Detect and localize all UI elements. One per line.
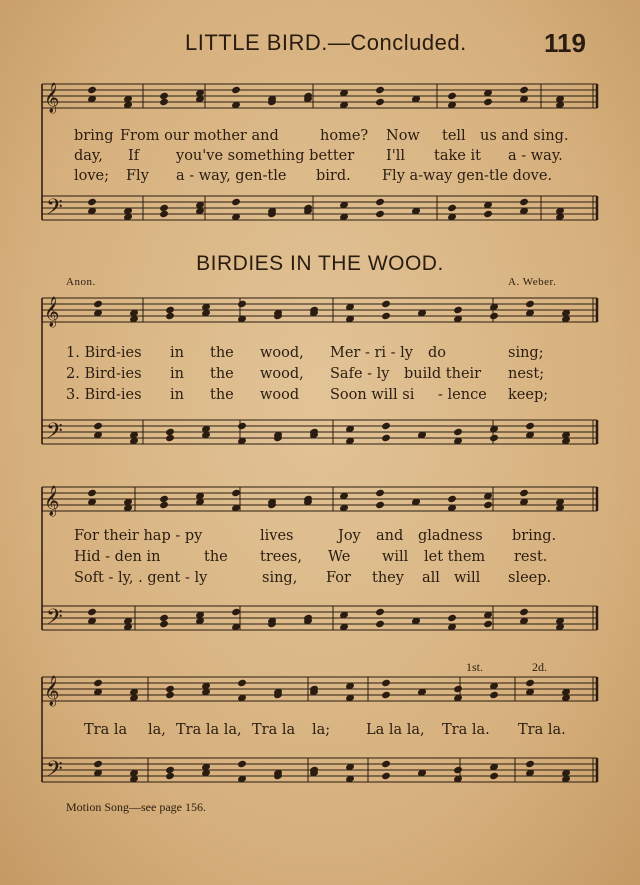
notehead bbox=[94, 760, 103, 767]
lyric-word: Fly a-way gen-tle dove. bbox=[382, 168, 553, 184]
lyric-word: 3. Bird-ies bbox=[66, 387, 142, 403]
lyric-word: wood bbox=[260, 387, 300, 403]
lyric-word: will bbox=[382, 549, 409, 565]
notehead bbox=[160, 495, 169, 502]
notehead bbox=[526, 422, 535, 429]
lyric-word: For bbox=[326, 570, 351, 586]
lyric-word: take it bbox=[434, 148, 481, 164]
notehead bbox=[238, 422, 247, 429]
notehead bbox=[484, 620, 493, 627]
notehead bbox=[448, 92, 457, 99]
lyric-word: We bbox=[328, 549, 351, 565]
lyric-word: trees, bbox=[260, 549, 302, 565]
notehead bbox=[232, 86, 241, 93]
lyric-word: sleep. bbox=[508, 570, 552, 586]
lyric-word: the bbox=[210, 366, 234, 382]
notehead bbox=[166, 766, 175, 773]
lyric-word: Tra la. bbox=[518, 722, 566, 738]
lyric-word: a - way. bbox=[508, 148, 563, 164]
notehead bbox=[166, 772, 175, 779]
lyric-word: nest; bbox=[508, 366, 545, 382]
notehead bbox=[484, 210, 493, 217]
notehead bbox=[454, 306, 463, 313]
song-title: BIRDIES IN THE WOOD. bbox=[196, 252, 444, 275]
lyric-word: rest. bbox=[514, 549, 548, 565]
clef-icon: 𝄢 bbox=[46, 195, 63, 225]
notehead bbox=[520, 198, 529, 205]
notehead bbox=[166, 312, 175, 319]
lyric-line bbox=[66, 549, 586, 567]
lyric-word: From our mother and bbox=[120, 128, 279, 144]
lyric-word: Tra la la, bbox=[176, 722, 242, 738]
notehead bbox=[238, 679, 247, 686]
lyric-word: la, bbox=[148, 722, 166, 738]
notehead bbox=[490, 691, 499, 698]
lyric-word: do bbox=[428, 345, 447, 361]
notehead bbox=[166, 691, 175, 698]
lyric-word: Tra la bbox=[252, 722, 296, 738]
lyric-word: the bbox=[210, 345, 234, 361]
lyric-word: sing; bbox=[508, 345, 544, 361]
lyric-line bbox=[66, 570, 586, 588]
lyric-word: bring. bbox=[512, 528, 557, 544]
lyric-word: Soon will si bbox=[330, 387, 415, 403]
lyric-word: Hid - den in bbox=[74, 549, 161, 565]
page-number: 119 bbox=[544, 28, 586, 58]
lyric-word: Fly bbox=[126, 168, 149, 184]
notehead bbox=[520, 608, 529, 615]
notehead bbox=[88, 608, 97, 615]
lyric-word: wood, bbox=[260, 345, 304, 361]
notehead bbox=[520, 489, 529, 496]
notehead bbox=[160, 204, 169, 211]
notehead bbox=[94, 300, 103, 307]
lyric-word: Tra la bbox=[84, 722, 128, 738]
notehead bbox=[382, 422, 391, 429]
clef-icon: 𝄞 bbox=[44, 486, 60, 516]
notehead bbox=[376, 198, 385, 205]
notehead bbox=[520, 86, 529, 93]
lyric-word: For their hap - py bbox=[74, 528, 203, 544]
lyric-word: lives bbox=[260, 528, 294, 544]
notehead bbox=[448, 614, 457, 621]
notehead bbox=[160, 92, 169, 99]
clef-icon: 𝄞 bbox=[44, 297, 60, 327]
composer-left: Anon. bbox=[66, 276, 96, 288]
notehead bbox=[160, 98, 169, 105]
notehead bbox=[382, 772, 391, 779]
notehead bbox=[160, 620, 169, 627]
lyric-word: build their bbox=[404, 366, 482, 382]
lyric-word: Mer - ri - ly bbox=[330, 345, 413, 361]
notehead bbox=[232, 489, 241, 496]
notehead bbox=[166, 434, 175, 441]
lyric-word: gladness bbox=[418, 528, 483, 544]
lyric-word: keep; bbox=[508, 387, 549, 403]
notehead bbox=[382, 434, 391, 441]
lyric-word: I'll bbox=[386, 148, 405, 164]
lyric-word: a - way, gen-tle bbox=[176, 168, 287, 184]
notehead bbox=[382, 300, 391, 307]
lyric-word: and bbox=[376, 528, 404, 544]
notehead bbox=[160, 614, 169, 621]
notehead bbox=[382, 679, 391, 686]
lyric-line bbox=[66, 366, 586, 384]
notehead bbox=[490, 434, 499, 441]
lyric-word: you've something better bbox=[176, 148, 355, 164]
lyric-word: Joy bbox=[338, 528, 361, 544]
notehead bbox=[238, 760, 247, 767]
notehead bbox=[376, 98, 385, 105]
notehead bbox=[382, 691, 391, 698]
first-ending-label: 1st. bbox=[466, 660, 484, 674]
lyric-word: If bbox=[128, 148, 140, 164]
lyric-line bbox=[66, 345, 586, 363]
lyric-word: love; bbox=[74, 168, 110, 184]
notehead bbox=[160, 210, 169, 217]
notehead bbox=[526, 300, 535, 307]
lyric-word: Now bbox=[386, 128, 420, 144]
notehead bbox=[454, 766, 463, 773]
notehead bbox=[166, 428, 175, 435]
lyric-word: us and sing. bbox=[480, 128, 569, 144]
lyric-word: in bbox=[170, 345, 184, 361]
notehead bbox=[484, 98, 493, 105]
lyric-word: let them bbox=[424, 549, 486, 565]
lyric-word: bird. bbox=[316, 168, 351, 184]
lyric-word: will bbox=[454, 570, 481, 586]
notehead bbox=[490, 772, 499, 779]
notehead bbox=[382, 760, 391, 767]
clef-icon: 𝄞 bbox=[44, 83, 60, 113]
lyric-word: Tra la. bbox=[442, 722, 490, 738]
lyric-word: wood, bbox=[260, 366, 304, 382]
notehead bbox=[382, 312, 391, 319]
lyric-word: in bbox=[170, 366, 184, 382]
lyric-word: bring bbox=[74, 128, 114, 144]
notehead bbox=[448, 495, 457, 502]
lyric-word: in bbox=[170, 387, 184, 403]
page-header-title: LITTLE BIRD.—Concluded. bbox=[185, 30, 467, 55]
lyric-line bbox=[66, 168, 586, 186]
notehead bbox=[376, 210, 385, 217]
lyric-word: La la la, bbox=[366, 722, 425, 738]
notehead bbox=[238, 300, 247, 307]
lyric-word: la; bbox=[312, 722, 331, 738]
second-ending-label: 2d. bbox=[532, 660, 547, 674]
notehead bbox=[490, 312, 499, 319]
notehead bbox=[88, 86, 97, 93]
composer-right: A. Weber. bbox=[508, 276, 557, 288]
notehead bbox=[454, 685, 463, 692]
lyric-line bbox=[66, 148, 586, 166]
notehead bbox=[376, 86, 385, 93]
lyric-word: 1. Bird-ies bbox=[66, 345, 142, 361]
notehead bbox=[166, 685, 175, 692]
notehead bbox=[166, 306, 175, 313]
notehead bbox=[454, 428, 463, 435]
clef-icon: 𝄢 bbox=[46, 605, 63, 635]
lyric-word: the bbox=[210, 387, 234, 403]
notehead bbox=[526, 760, 535, 767]
lyric-word: Soft - ly, . gent - ly bbox=[74, 570, 208, 586]
lyric-word: - lence bbox=[438, 387, 487, 403]
lyric-word: all bbox=[422, 570, 440, 586]
lyric-word: tell bbox=[442, 128, 466, 144]
notehead bbox=[94, 422, 103, 429]
notehead bbox=[160, 501, 169, 508]
notehead bbox=[526, 679, 535, 686]
lyric-line bbox=[66, 528, 586, 546]
notehead bbox=[376, 608, 385, 615]
notehead bbox=[88, 489, 97, 496]
lyric-word: 2. Bird-ies bbox=[66, 366, 142, 382]
notehead bbox=[88, 198, 97, 205]
notehead bbox=[232, 608, 241, 615]
lyric-word: home? bbox=[320, 128, 369, 144]
clef-icon: 𝄢 bbox=[46, 419, 63, 449]
notehead bbox=[232, 198, 241, 205]
notehead bbox=[376, 489, 385, 496]
lyric-word: day, bbox=[74, 148, 103, 164]
lyric-word: the bbox=[204, 549, 228, 565]
notehead bbox=[376, 620, 385, 627]
notehead bbox=[448, 204, 457, 211]
clef-icon: 𝄞 bbox=[44, 676, 60, 706]
lyric-word: sing, bbox=[262, 570, 298, 586]
notehead bbox=[94, 679, 103, 686]
notehead bbox=[484, 501, 493, 508]
lyric-line bbox=[66, 387, 586, 405]
lyric-word: they bbox=[372, 570, 404, 586]
notehead bbox=[376, 501, 385, 508]
lyric-line bbox=[66, 722, 586, 740]
lyric-line bbox=[66, 128, 586, 146]
clef-icon: 𝄢 bbox=[46, 757, 63, 787]
lyric-word: Safe - ly bbox=[330, 366, 390, 382]
footer-note: Motion Song—see page 156. bbox=[66, 800, 206, 814]
